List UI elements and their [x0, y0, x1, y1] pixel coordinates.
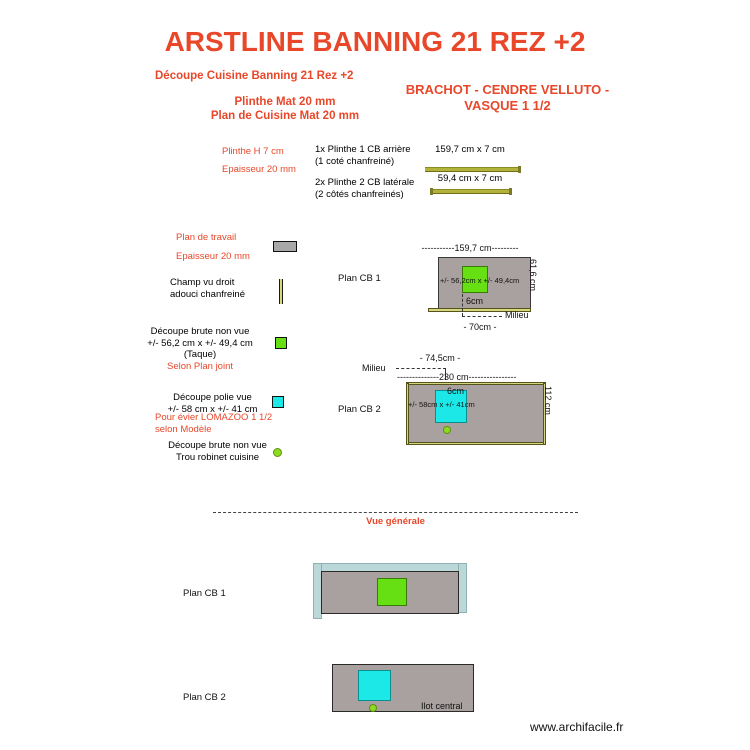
subtitle-project: Découpe Cuisine Banning 21 Rez +2 — [155, 70, 354, 82]
subtitle-material-line2: Plan de Cuisine Mat 20 mm — [210, 110, 360, 122]
plan-cb2-top-edge — [406, 382, 546, 385]
general-view-cb2-sink-cutout — [358, 670, 391, 701]
plan-cb1-bottom-dimension: - 70cm - — [463, 322, 497, 332]
plinthe-item-2-dimension: 59,4 cm x 7 cm — [437, 173, 503, 184]
legend-entry-taque-line3: Selon Plan joint — [166, 360, 234, 372]
page-title: ARSTLINE BANNING 21 REZ +2 — [164, 26, 586, 57]
plan-cb2-width-dimension: --------------230 cm---------------- — [397, 372, 517, 382]
plan-cb1-name: Plan CB 1 — [338, 273, 381, 284]
plinthe-item-1-dimension: 159,7 cm x 7 cm — [435, 144, 505, 155]
subtitle-material-line1: Plinthe Mat 20 mm — [234, 96, 336, 108]
plan-cb2-top-dimension: - 74,5cm - — [419, 353, 461, 363]
plan-cb1-milieu-leader-horizontal — [462, 316, 502, 317]
plinthe-thickness-label: Epaisseur 20 mm — [222, 164, 296, 175]
legend-entry-champ-vu-droit — [170, 277, 280, 300]
general-view-cb1-cooktop-cutout — [377, 578, 407, 606]
plan-cb2-tap-hole — [443, 426, 451, 434]
plan-cb2-milieu-label: Milieu — [362, 363, 386, 373]
plan-cb1-cut-label: +/- 56,2cm x +/- 49,4cm — [440, 276, 520, 285]
green-square-icon — [275, 337, 287, 349]
plan-cb2-cut-label: +/- 58cm x +/- 41cm — [408, 400, 475, 409]
legend-entry-champ-line1: Champ vu droit — [170, 277, 235, 288]
legend-entry-polie-line4: selon Modèle — [155, 423, 212, 435]
legend-entry-champ-line2: adouci chanfreiné — [170, 288, 245, 300]
plan-cb1-milieu-leader-vertical — [462, 294, 463, 316]
plan-cb2-bottom-edge — [406, 442, 546, 445]
plan-cb2-name: Plan CB 2 — [338, 404, 381, 415]
green-dot-icon — [273, 448, 282, 457]
plinthe-bar-1-chamfer-icon — [518, 166, 521, 173]
plinthe-item-2-desc-line1: 2x Plinthe 2 CB latérale — [315, 177, 415, 188]
worktop-legend-title: Plan de travail — [176, 232, 237, 243]
general-view-cb1-frame-right — [458, 563, 467, 613]
plan-cb1-milieu-label: Milieu — [505, 310, 529, 320]
ilot-central-label: Ilot central — [421, 701, 463, 711]
client-title-line1: BRACHOT - CENDRE VELLUTO - — [405, 82, 610, 97]
footer-url: www.archifacile.fr — [530, 720, 624, 734]
plan-cb1-height-dimension: 61,6 cm — [528, 259, 538, 292]
client-title-line2: VASQUE 1 1/2 — [464, 98, 551, 113]
plan-cb2-offset-label: 6cm — [447, 386, 465, 396]
legend-entry-polie-line3: Pour évier LOMAZOO 1 1/2 — [155, 412, 273, 423]
cyan-square-icon — [272, 396, 284, 408]
plan-cb2-left-edge — [406, 383, 409, 445]
plinthe-bar-2 — [432, 189, 510, 194]
plinthe-height-label: Plinthe H 7 cm — [222, 146, 284, 157]
plinthe-bar-2-chamfer-left-icon — [430, 188, 433, 195]
general-view-cb1-name: Plan CB 1 — [183, 588, 226, 599]
worktop-gray-swatch-icon — [273, 241, 297, 252]
edge-strip-icon — [279, 279, 283, 304]
legend-entry-taque-line2: +/- 56,2 cm x +/- 49,4 cm (Taque) — [147, 337, 253, 360]
plinthe-bar-2-chamfer-right-icon — [509, 188, 512, 195]
legend-entry-taque-line1: Découpe brute non vue — [150, 326, 250, 337]
worktop-thickness-label: Epaisseur 20 mm — [176, 251, 250, 262]
plan-cb2-board — [406, 383, 546, 445]
section-divider — [213, 512, 578, 513]
plan-cb1-width-dimension: -----------159,7 cm--------- — [421, 243, 519, 253]
plinthe-item-1-desc-line2: (1 coté chanfreiné) — [315, 155, 395, 167]
client-title — [390, 82, 625, 114]
legend-entry-polie-line1: Découpe polie vue — [173, 392, 252, 403]
legend-entry-polie-note — [155, 412, 275, 435]
general-view-cb2-name: Plan CB 2 — [183, 692, 226, 703]
plan-cb2-height-dimension: 112 cm — [543, 386, 553, 415]
general-view-cb2-tap-hole — [369, 704, 377, 712]
vue-generale-label: Vue générale — [366, 516, 425, 527]
plan-cb1-offset-label: 6cm — [466, 296, 484, 306]
legend-entry-polie-line2: +/- 58 cm x +/- 41 cm — [167, 403, 258, 415]
plinthe-item-1-desc-line1: 1x Plinthe 1 CB arrière — [315, 144, 411, 155]
plan-cb2-milieu-leader-horizontal — [396, 368, 446, 369]
legend-entry-robinet-line1: Découpe brute non vue — [168, 440, 267, 451]
plinthe-bar-1 — [425, 167, 520, 172]
legend-entry-decoupe-taque — [130, 326, 270, 372]
legend-entry-trou-robinet — [160, 440, 275, 463]
plinthe-item-2-desc-line2: (2 côtés chanfreinés) — [315, 188, 404, 200]
subtitle-materials — [155, 95, 415, 123]
legend-entry-robinet-line2: Trou robinet cuisine — [175, 451, 260, 463]
